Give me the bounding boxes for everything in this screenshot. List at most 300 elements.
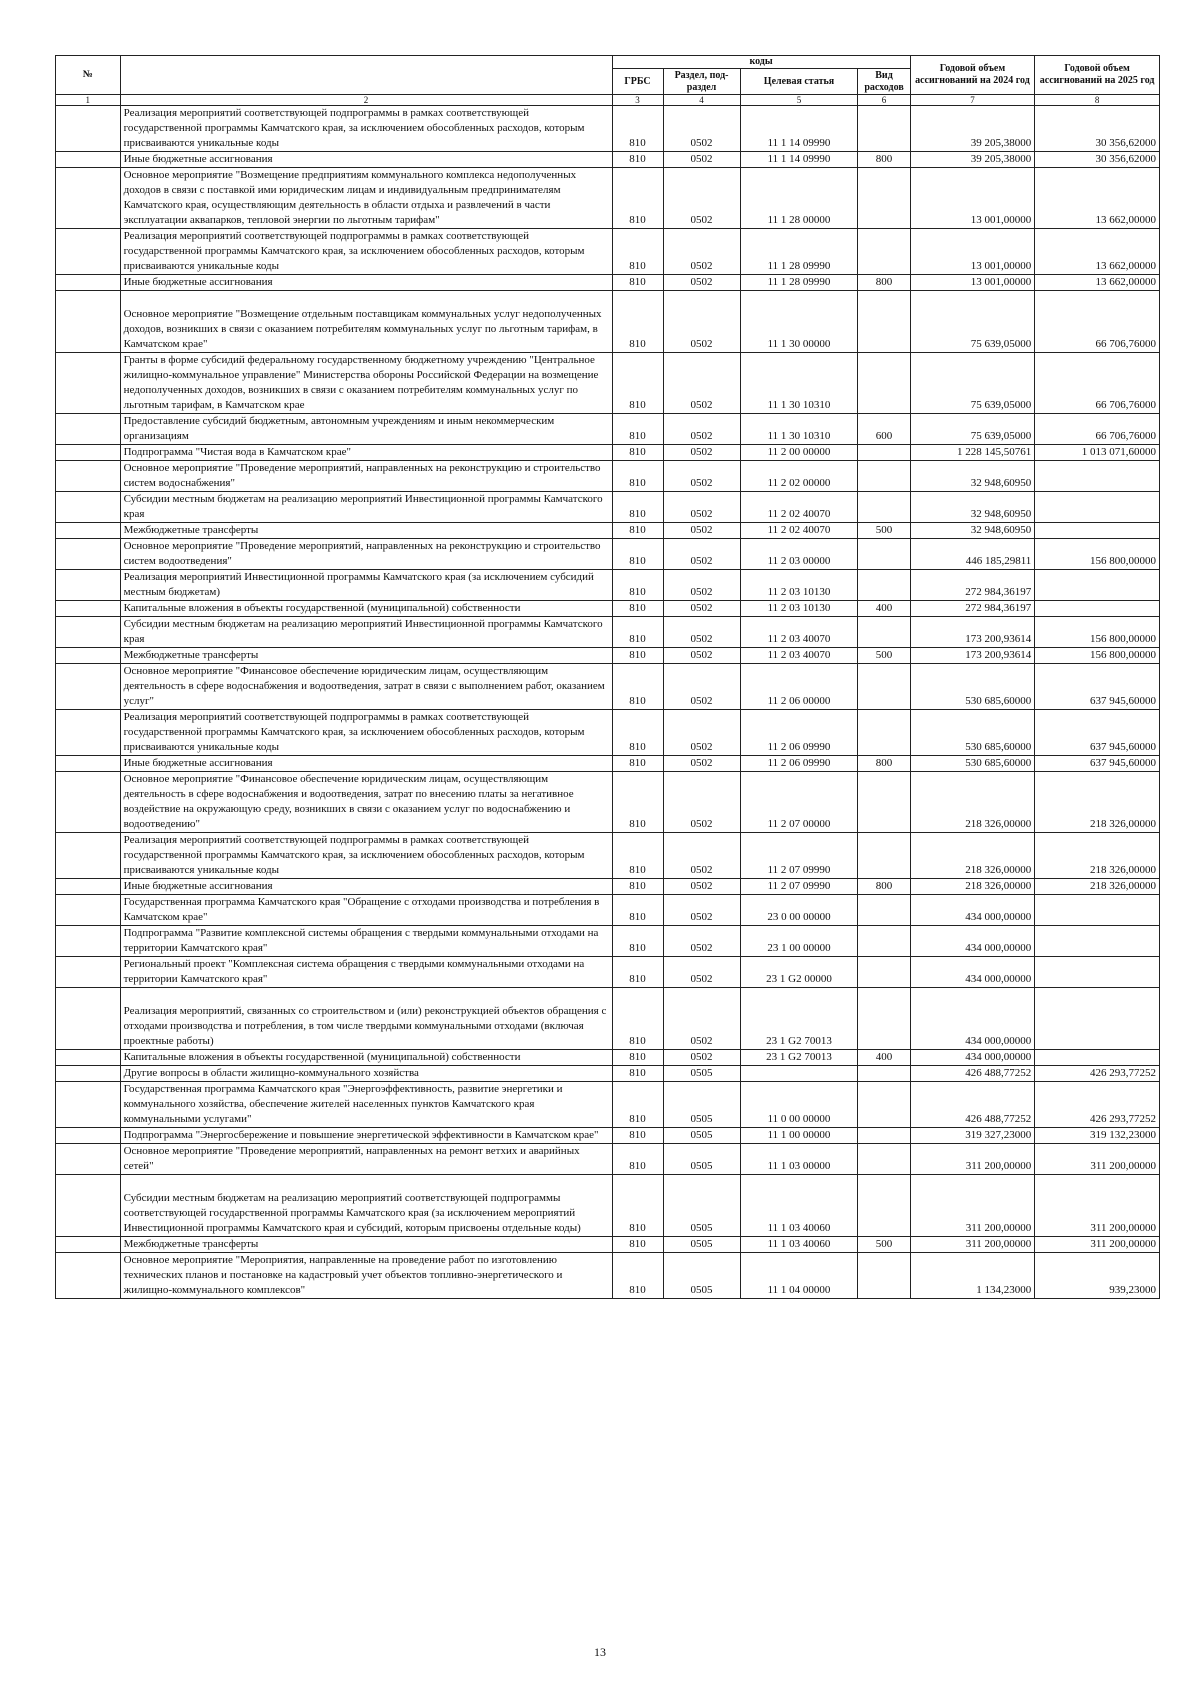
cell-tselevaya: 11 2 03 10130 — [740, 570, 858, 601]
cell-name: Основное мероприятие "Проведение мероприятий, направленных на реконструкцию и строительство систем водоснабжения" — [120, 461, 612, 492]
cell-name: Межбюджетные трансферты — [120, 1237, 612, 1253]
cell-razdel: 0502 — [663, 152, 740, 168]
cell-razdel: 0502 — [663, 664, 740, 710]
cell-razdel: 0505 — [663, 1253, 740, 1299]
cell-name: Реализация мероприятий соответствующей подпрограммы в рамках соответствующей государственной программы Камчатского края, за исключением обособленных расходов, которым присваиваются уникальные коды — [120, 106, 612, 152]
cell-no — [56, 772, 121, 833]
cell-vid — [858, 1066, 910, 1082]
cell-vol-2024: 173 200,93614 — [910, 617, 1035, 648]
cell-name: Подпрограмма "Развитие комплексной системы обращения с твердыми коммунальными отходами на территории Камчатского края" — [120, 926, 612, 957]
cell-tselevaya: 11 1 03 40060 — [740, 1237, 858, 1253]
cell-tselevaya: 23 1 00 00000 — [740, 926, 858, 957]
cell-grbs: 810 — [612, 275, 663, 291]
cell-razdel: 0502 — [663, 617, 740, 648]
cell-razdel: 0502 — [663, 523, 740, 539]
cell-vol-2024: 530 685,60000 — [910, 756, 1035, 772]
cell-vol-2024: 426 488,77252 — [910, 1066, 1035, 1082]
cell-vol-2025 — [1035, 1050, 1160, 1066]
cell-vol-2024: 530 685,60000 — [910, 710, 1035, 756]
cell-no — [56, 445, 121, 461]
colnum-5: 5 — [740, 95, 858, 106]
cell-tselevaya: 11 2 07 00000 — [740, 772, 858, 833]
cell-vol-2025: 319 132,23000 — [1035, 1128, 1160, 1144]
cell-vol-2025: 156 800,00000 — [1035, 648, 1160, 664]
cell-vid — [858, 988, 910, 1050]
table-row — [56, 648, 1160, 664]
cell-vol-2024: 218 326,00000 — [910, 879, 1035, 895]
table-row — [56, 1128, 1160, 1144]
cell-vol-2024: 530 685,60000 — [910, 664, 1035, 710]
cell-vid — [858, 1128, 910, 1144]
cell-name: Гранты в форме субсидий федеральному государственному бюджетному учреждению "Центральное жилищно-коммунальное управление" Министерства обороны Российской Федерации на возмещение недополученных доходов, возникших в связи с оказанием потребителям коммунальных услуг по льготным тарифам, в Камчатском крае — [120, 353, 612, 414]
cell-name: Иные бюджетные ассигнования — [120, 152, 612, 168]
cell-name: Межбюджетные трансферты — [120, 648, 612, 664]
cell-vol-2024: 218 326,00000 — [910, 833, 1035, 879]
table-row — [56, 414, 1160, 445]
cell-vid — [858, 492, 910, 523]
cell-vol-2025: 939,23000 — [1035, 1253, 1160, 1299]
table-row — [56, 539, 1160, 570]
cell-no — [56, 492, 121, 523]
table-row — [56, 168, 1160, 229]
cell-vid — [858, 710, 910, 756]
cell-vid — [858, 291, 910, 353]
cell-vol-2025: 311 200,00000 — [1035, 1144, 1160, 1175]
cell-tselevaya: 11 0 00 00000 — [740, 1082, 858, 1128]
table-row — [56, 1144, 1160, 1175]
cell-name: Основное мероприятие "Мероприятия, направленные на проведение работ по изготовлению технических планов и постановке на кадастровый учет объектов топливно-энергетического и жилищно-коммунального комплексов" — [120, 1253, 612, 1299]
cell-vol-2025: 156 800,00000 — [1035, 539, 1160, 570]
cell-vid: 800 — [858, 756, 910, 772]
cell-vol-2025 — [1035, 461, 1160, 492]
cell-tselevaya: 11 2 07 09990 — [740, 879, 858, 895]
cell-vol-2024: 75 639,05000 — [910, 414, 1035, 445]
cell-no — [56, 1050, 121, 1066]
cell-vid — [858, 570, 910, 601]
cell-tselevaya: 11 2 07 09990 — [740, 833, 858, 879]
cell-name: Региональный проект "Комплексная система обращения с твердыми коммунальными отходами на территории Камчатского края" — [120, 957, 612, 988]
cell-no — [56, 617, 121, 648]
cell-vid — [858, 461, 910, 492]
cell-no — [56, 879, 121, 895]
table-row — [56, 833, 1160, 879]
cell-vid — [858, 539, 910, 570]
cell-no — [56, 168, 121, 229]
cell-name: Основное мероприятие "Возмещение отдельным поставщикам коммунальных услуг недополученных доходов, возникших в связи с оказанием потребителям коммунальных услуг по льготным тарифам, в Камчатском крае" — [120, 291, 612, 353]
cell-grbs: 810 — [612, 291, 663, 353]
cell-razdel: 0505 — [663, 1175, 740, 1237]
cell-razdel: 0505 — [663, 1082, 740, 1128]
cell-tselevaya: 23 1 G2 70013 — [740, 1050, 858, 1066]
cell-no — [56, 664, 121, 710]
cell-tselevaya: 11 2 03 10130 — [740, 601, 858, 617]
cell-tselevaya: 11 1 28 09990 — [740, 275, 858, 291]
cell-vol-2024: 13 001,00000 — [910, 229, 1035, 275]
table-row — [56, 275, 1160, 291]
cell-grbs: 810 — [612, 710, 663, 756]
cell-razdel: 0502 — [663, 291, 740, 353]
cell-grbs: 810 — [612, 1050, 663, 1066]
table-row — [56, 879, 1160, 895]
cell-vol-2025 — [1035, 570, 1160, 601]
cell-razdel: 0502 — [663, 601, 740, 617]
cell-vol-2024: 1 134,23000 — [910, 1253, 1035, 1299]
cell-vol-2025 — [1035, 895, 1160, 926]
cell-vol-2025: 13 662,00000 — [1035, 275, 1160, 291]
cell-grbs: 810 — [612, 152, 663, 168]
cell-vid — [858, 833, 910, 879]
cell-grbs: 810 — [612, 664, 663, 710]
cell-grbs: 810 — [612, 539, 663, 570]
cell-no — [56, 895, 121, 926]
cell-no — [56, 523, 121, 539]
cell-vol-2024: 39 205,38000 — [910, 152, 1035, 168]
table-row — [56, 523, 1160, 539]
cell-vol-2025: 637 945,60000 — [1035, 756, 1160, 772]
cell-name: Основное мероприятие "Проведение мероприятий, направленных на ремонт ветхих и аварийных сетей" — [120, 1144, 612, 1175]
cell-vid: 500 — [858, 648, 910, 664]
cell-razdel: 0502 — [663, 1050, 740, 1066]
cell-vol-2025 — [1035, 957, 1160, 988]
header-razdel: Раздел, под-раздел — [663, 69, 740, 95]
cell-tselevaya: 11 1 28 00000 — [740, 168, 858, 229]
cell-vol-2025 — [1035, 523, 1160, 539]
cell-vid — [858, 168, 910, 229]
cell-vol-2025: 30 356,62000 — [1035, 106, 1160, 152]
budget-table — [55, 55, 1160, 1299]
cell-grbs: 810 — [612, 168, 663, 229]
cell-razdel: 0502 — [663, 988, 740, 1050]
cell-vol-2024: 434 000,00000 — [910, 988, 1035, 1050]
cell-tselevaya: 11 1 14 09990 — [740, 152, 858, 168]
cell-vid — [858, 1253, 910, 1299]
cell-vol-2025: 13 662,00000 — [1035, 168, 1160, 229]
cell-vid: 600 — [858, 414, 910, 445]
cell-vol-2025: 30 356,62000 — [1035, 152, 1160, 168]
cell-name: Капитальные вложения в объекты государственной (муниципальной) собственности — [120, 1050, 612, 1066]
cell-grbs: 810 — [612, 879, 663, 895]
cell-vol-2024: 434 000,00000 — [910, 895, 1035, 926]
cell-vol-2024: 434 000,00000 — [910, 1050, 1035, 1066]
cell-vol-2025: 1 013 071,60000 — [1035, 445, 1160, 461]
cell-name: Капитальные вложения в объекты государственной (муниципальной) собственности — [120, 601, 612, 617]
cell-name: Субсидии местным бюджетам на реализацию мероприятий Инвестиционной программы Камчатского края — [120, 617, 612, 648]
cell-tselevaya: 11 2 03 40070 — [740, 648, 858, 664]
table-row — [56, 664, 1160, 710]
cell-vol-2024: 13 001,00000 — [910, 168, 1035, 229]
cell-no — [56, 833, 121, 879]
cell-name: Подпрограмма "Энергосбережение и повышение энергетической эффективности в Камчатском крае" — [120, 1128, 612, 1144]
cell-vid — [858, 353, 910, 414]
cell-tselevaya — [740, 1066, 858, 1082]
cell-tselevaya: 11 2 03 00000 — [740, 539, 858, 570]
cell-vol-2025: 637 945,60000 — [1035, 664, 1160, 710]
cell-vol-2024: 218 326,00000 — [910, 772, 1035, 833]
cell-vol-2025 — [1035, 926, 1160, 957]
table-row — [56, 926, 1160, 957]
cell-razdel: 0502 — [663, 106, 740, 152]
cell-razdel: 0502 — [663, 926, 740, 957]
table-row — [56, 229, 1160, 275]
cell-vid: 400 — [858, 1050, 910, 1066]
cell-grbs: 810 — [612, 756, 663, 772]
cell-vol-2025: 218 326,00000 — [1035, 879, 1160, 895]
cell-razdel: 0502 — [663, 710, 740, 756]
cell-razdel: 0502 — [663, 445, 740, 461]
table-header — [56, 56, 1160, 106]
cell-grbs: 810 — [612, 106, 663, 152]
colnum-2: 2 — [120, 95, 612, 106]
table-row — [56, 492, 1160, 523]
cell-razdel: 0502 — [663, 168, 740, 229]
table-row — [56, 756, 1160, 772]
cell-vol-2024: 75 639,05000 — [910, 291, 1035, 353]
table-row — [56, 601, 1160, 617]
cell-name: Реализация мероприятий соответствующей подпрограммы в рамках соответствующей государственной программы Камчатского края, за исключением обособленных расходов, которым присваиваются уникальные коды — [120, 710, 612, 756]
cell-vid: 800 — [858, 879, 910, 895]
cell-razdel: 0502 — [663, 833, 740, 879]
cell-vol-2025 — [1035, 492, 1160, 523]
cell-name: Государственная программа Камчатского края "Обращение с отходами производства и потребления в Камчатском крае" — [120, 895, 612, 926]
cell-tselevaya: 11 1 28 09990 — [740, 229, 858, 275]
table-body — [56, 106, 1160, 1299]
cell-vol-2024: 32 948,60950 — [910, 492, 1035, 523]
cell-tselevaya: 11 1 30 10310 — [740, 414, 858, 445]
cell-grbs: 810 — [612, 1253, 663, 1299]
cell-tselevaya: 23 1 G2 70013 — [740, 988, 858, 1050]
column-numbers-row — [56, 95, 1160, 106]
cell-no — [56, 275, 121, 291]
cell-tselevaya: 11 1 30 10310 — [740, 353, 858, 414]
cell-vol-2025: 311 200,00000 — [1035, 1237, 1160, 1253]
cell-tselevaya: 11 2 02 40070 — [740, 492, 858, 523]
cell-vol-2024: 32 948,60950 — [910, 461, 1035, 492]
cell-name: Подпрограмма "Чистая вода в Камчатском крае" — [120, 445, 612, 461]
cell-grbs: 810 — [612, 1144, 663, 1175]
cell-tselevaya: 23 1 G2 00000 — [740, 957, 858, 988]
cell-tselevaya: 11 2 00 00000 — [740, 445, 858, 461]
cell-vol-2024: 1 228 145,50761 — [910, 445, 1035, 461]
cell-vid — [858, 664, 910, 710]
cell-vol-2024: 272 984,36197 — [910, 570, 1035, 601]
cell-grbs: 810 — [612, 926, 663, 957]
cell-vid — [858, 106, 910, 152]
cell-grbs: 810 — [612, 1082, 663, 1128]
table-row — [56, 1175, 1160, 1237]
cell-grbs: 810 — [612, 445, 663, 461]
table-row — [56, 772, 1160, 833]
cell-vid: 800 — [858, 152, 910, 168]
cell-vid — [858, 772, 910, 833]
cell-vol-2025: 637 945,60000 — [1035, 710, 1160, 756]
cell-tselevaya: 11 2 02 00000 — [740, 461, 858, 492]
table-row — [56, 988, 1160, 1050]
cell-grbs: 810 — [612, 895, 663, 926]
cell-vid — [858, 229, 910, 275]
cell-vol-2025 — [1035, 601, 1160, 617]
cell-vol-2025: 218 326,00000 — [1035, 772, 1160, 833]
cell-razdel: 0502 — [663, 570, 740, 601]
cell-vol-2024: 75 639,05000 — [910, 353, 1035, 414]
table-row — [56, 353, 1160, 414]
cell-name: Реализация мероприятий, связанных со строительством и (или) реконструкцией объектов обращения с отходами производства и потребления, в том числе твердыми коммунальными отходами (включая проектные работы) — [120, 988, 612, 1050]
cell-vol-2024: 311 200,00000 — [910, 1237, 1035, 1253]
table-row — [56, 152, 1160, 168]
cell-tselevaya: 23 0 00 00000 — [740, 895, 858, 926]
cell-grbs: 810 — [612, 988, 663, 1050]
cell-razdel: 0502 — [663, 756, 740, 772]
table-row — [56, 710, 1160, 756]
cell-no — [56, 601, 121, 617]
cell-vol-2024: 272 984,36197 — [910, 601, 1035, 617]
cell-grbs: 810 — [612, 229, 663, 275]
cell-vid — [858, 445, 910, 461]
cell-razdel: 0502 — [663, 957, 740, 988]
cell-vid — [858, 926, 910, 957]
cell-razdel: 0502 — [663, 461, 740, 492]
cell-razdel: 0502 — [663, 895, 740, 926]
header-codes: коды — [612, 56, 910, 69]
cell-no — [56, 461, 121, 492]
cell-grbs: 810 — [612, 648, 663, 664]
cell-vid: 500 — [858, 1237, 910, 1253]
cell-vol-2024: 319 327,23000 — [910, 1128, 1035, 1144]
cell-vol-2025: 66 706,76000 — [1035, 291, 1160, 353]
cell-name: Иные бюджетные ассигнования — [120, 275, 612, 291]
cell-name: Основное мероприятие "Финансовое обеспечение юридическим лицам, осуществляющим деятельность в сфере водоснабжения и водоотведения, затрат в связи с выполнением работ, оказанием услуг" — [120, 664, 612, 710]
cell-vid — [858, 617, 910, 648]
document-page — [55, 55, 1160, 1299]
cell-no — [56, 1128, 121, 1144]
header-vol-2025: Годовой объем ассигнований на 2025 год — [1035, 56, 1160, 95]
cell-grbs: 810 — [612, 772, 663, 833]
cell-tselevaya: 11 2 02 40070 — [740, 523, 858, 539]
cell-vol-2025: 311 200,00000 — [1035, 1175, 1160, 1237]
header-no: № — [56, 56, 121, 95]
cell-tselevaya: 11 1 00 00000 — [740, 1128, 858, 1144]
cell-vid — [858, 1082, 910, 1128]
cell-vol-2024: 13 001,00000 — [910, 275, 1035, 291]
cell-no — [56, 756, 121, 772]
cell-no — [56, 291, 121, 353]
cell-no — [56, 106, 121, 152]
cell-name: Иные бюджетные ассигнования — [120, 756, 612, 772]
cell-vid: 800 — [858, 275, 910, 291]
header-vid: Вид расходов — [858, 69, 910, 95]
cell-grbs: 810 — [612, 414, 663, 445]
table-row — [56, 570, 1160, 601]
cell-tselevaya: 11 2 06 09990 — [740, 756, 858, 772]
cell-grbs: 810 — [612, 601, 663, 617]
cell-grbs: 810 — [612, 353, 663, 414]
cell-name: Иные бюджетные ассигнования — [120, 879, 612, 895]
cell-name: Межбюджетные трансферты — [120, 523, 612, 539]
cell-vid — [858, 1144, 910, 1175]
cell-vid: 500 — [858, 523, 910, 539]
cell-razdel: 0505 — [663, 1144, 740, 1175]
cell-vol-2025: 426 293,77252 — [1035, 1066, 1160, 1082]
cell-name: Субсидии местным бюджетам на реализацию мероприятий соответствующей подпрограммы соответствующей государственной программы Камчатского края (за исключением мероприятий Инвестиционной программы Камчатского края и субсидий, которым присвоены отдельные коды) — [120, 1175, 612, 1237]
cell-tselevaya: 11 2 06 09990 — [740, 710, 858, 756]
cell-grbs: 810 — [612, 570, 663, 601]
cell-grbs: 810 — [612, 492, 663, 523]
cell-razdel: 0502 — [663, 275, 740, 291]
cell-vol-2024: 434 000,00000 — [910, 926, 1035, 957]
cell-tselevaya: 11 1 03 00000 — [740, 1144, 858, 1175]
cell-no — [56, 353, 121, 414]
cell-no — [56, 988, 121, 1050]
cell-name: Другие вопросы в области жилищно-коммунального хозяйства — [120, 1066, 612, 1082]
cell-no — [56, 1175, 121, 1237]
cell-vol-2024: 426 488,77252 — [910, 1082, 1035, 1128]
cell-vid — [858, 957, 910, 988]
cell-no — [56, 957, 121, 988]
cell-vol-2024: 446 185,29811 — [910, 539, 1035, 570]
table-row — [56, 957, 1160, 988]
cell-grbs: 810 — [612, 617, 663, 648]
header-tselevaya: Целевая статья — [740, 69, 858, 95]
cell-razdel: 0502 — [663, 353, 740, 414]
cell-grbs: 810 — [612, 523, 663, 539]
cell-grbs: 810 — [612, 461, 663, 492]
cell-vol-2025: 156 800,00000 — [1035, 617, 1160, 648]
cell-razdel: 0502 — [663, 648, 740, 664]
cell-grbs: 810 — [612, 957, 663, 988]
cell-name: Предоставление субсидий бюджетным, автономным учреждениям и иным некоммерческим организациям — [120, 414, 612, 445]
cell-vid: 400 — [858, 601, 910, 617]
cell-name: Основное мероприятие "Финансовое обеспечение юридическим лицам, осуществляющим деятельность в сфере водоснабжения и водоотведения, затрат по внесению платы за негативное воздействие на окружающую среду, возникших в связи с оказанием услуг по водоснабжению и водоотведению" — [120, 772, 612, 833]
cell-name: Субсидии местным бюджетам на реализацию мероприятий Инвестиционной программы Камчатского края — [120, 492, 612, 523]
table-row — [56, 1082, 1160, 1128]
cell-name: Реализация мероприятий соответствующей подпрограммы в рамках соответствующей государственной программы Камчатского края, за исключением обособленных расходов, которым присваиваются уникальные коды — [120, 833, 612, 879]
cell-no — [56, 1144, 121, 1175]
table-row — [56, 461, 1160, 492]
cell-vol-2025: 13 662,00000 — [1035, 229, 1160, 275]
cell-no — [56, 229, 121, 275]
cell-grbs: 810 — [612, 1066, 663, 1082]
table-row — [56, 617, 1160, 648]
cell-no — [56, 1066, 121, 1082]
cell-vol-2025 — [1035, 988, 1160, 1050]
cell-vol-2024: 173 200,93614 — [910, 648, 1035, 664]
cell-razdel: 0502 — [663, 492, 740, 523]
cell-name: Реализация мероприятий соответствующей подпрограммы в рамках соответствующей государственной программы Камчатского края, за исключением обособленных расходов, которым присваиваются уникальные коды — [120, 229, 612, 275]
colnum-4: 4 — [663, 95, 740, 106]
cell-no — [56, 926, 121, 957]
table-row — [56, 895, 1160, 926]
cell-tselevaya: 11 1 03 40060 — [740, 1175, 858, 1237]
cell-vol-2025: 66 706,76000 — [1035, 414, 1160, 445]
cell-grbs: 810 — [612, 1128, 663, 1144]
cell-no — [56, 414, 121, 445]
cell-razdel: 0502 — [663, 772, 740, 833]
table-row — [56, 1050, 1160, 1066]
cell-vol-2024: 39 205,38000 — [910, 106, 1035, 152]
cell-no — [56, 1253, 121, 1299]
cell-name: Основное мероприятие "Возмещение предприятиям коммунального комплекса недополученных доходов в связи с поставкой ими юридическим лицам и индивидуальным предпринимателям Камчатского края, осуществляющим деятельность в области отдыха и развлечений в части эксплуатации аквапарков, тепловой энергии по льготным тарифам" — [120, 168, 612, 229]
cell-vid — [858, 1175, 910, 1237]
colnum-1: 1 — [56, 95, 121, 106]
colnum-3: 3 — [612, 95, 663, 106]
cell-grbs: 810 — [612, 833, 663, 879]
cell-razdel: 0502 — [663, 414, 740, 445]
cell-tselevaya: 11 1 30 00000 — [740, 291, 858, 353]
cell-razdel: 0502 — [663, 539, 740, 570]
cell-vol-2025: 426 293,77252 — [1035, 1082, 1160, 1128]
header-grbs: ГРБС — [612, 69, 663, 95]
cell-vol-2024: 311 200,00000 — [910, 1175, 1035, 1237]
cell-vol-2024: 32 948,60950 — [910, 523, 1035, 539]
